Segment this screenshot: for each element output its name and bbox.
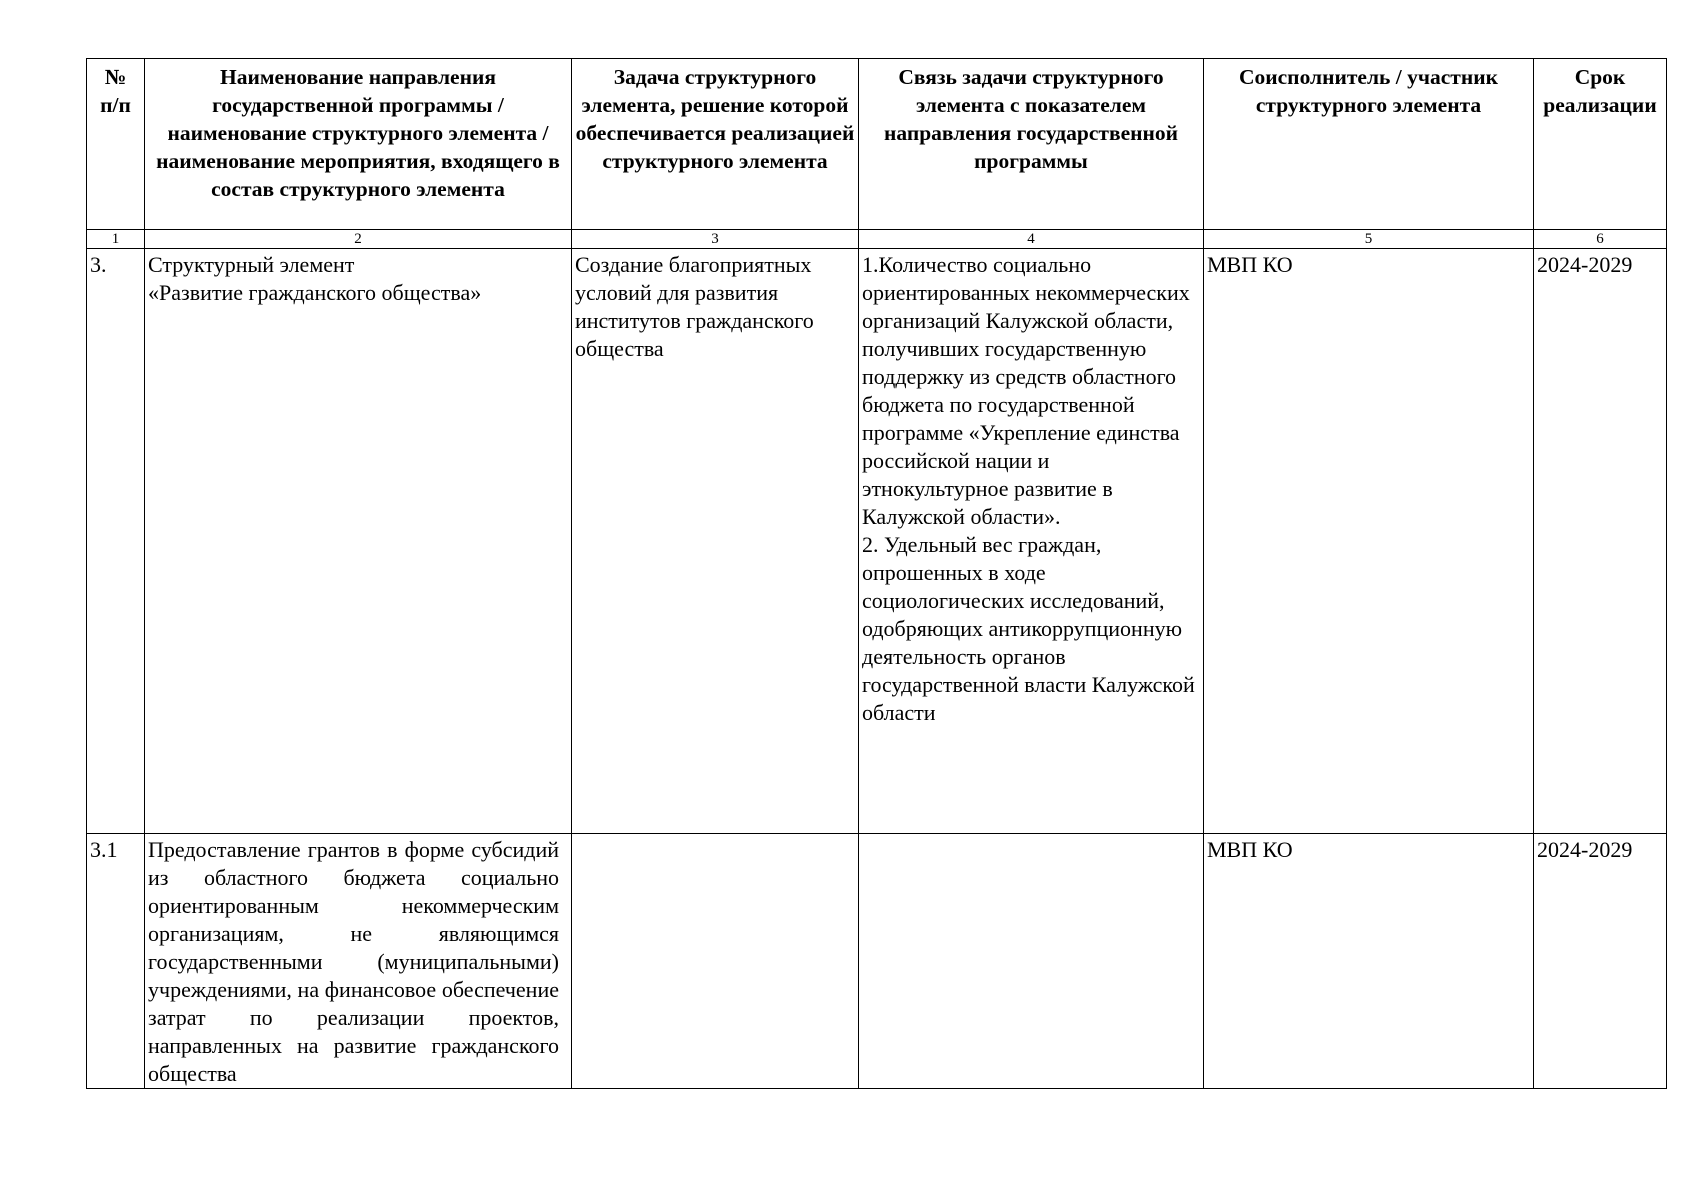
header-executor: Соисполнитель / участник структурного элемента <box>1204 59 1534 230</box>
row-executor: МВП КО <box>1204 834 1534 1089</box>
column-number: 4 <box>859 230 1204 249</box>
row-executor: МВП КО <box>1204 249 1534 834</box>
row-task <box>572 834 859 1089</box>
column-number-row <box>87 230 1667 249</box>
header-period: Срок реализации <box>1534 59 1667 230</box>
row-task: Создание благоприятных условий для развития институтов гражданского общества <box>572 249 859 834</box>
table-row <box>87 249 1667 834</box>
row-name: Предоставление грантов в форме субсидий из областного бюджета социально ориентированным некоммерческим организациям, не являющимся государственными (муниципальными) учреждениями, на финансовое обеспечение затрат по реализации проектов, направленных на развитие гражданского общества <box>145 834 572 1089</box>
column-number: 1 <box>87 230 145 249</box>
row-name: Структурный элемент «Развитие гражданского общества» <box>145 249 572 834</box>
column-number: 5 <box>1204 230 1534 249</box>
header-link: Связь задачи структурного элемента с показателем направления государственной программы <box>859 59 1204 230</box>
column-number: 6 <box>1534 230 1667 249</box>
row-period: 2024-2029 <box>1534 249 1667 834</box>
row-period: 2024-2029 <box>1534 834 1667 1089</box>
header-task: Задача структурного элемента, решение которой обеспечивается реализацией структурного элемента <box>572 59 859 230</box>
column-number: 2 <box>145 230 572 249</box>
row-link: 1.Количество социально ориентированных некоммерческих организаций Калужской области, получивших государственную поддержку из средств областного бюджета по государственной программе «Укрепление единства российской нации и этнокультурное развитие в Калужской области». 2. Удельный вес граждан, опрошенных в ходе социологических исследований, одобряющих антикоррупционную деятельность органов государственной власти Калужской области <box>859 249 1204 834</box>
programme-table <box>86 58 1667 1089</box>
row-number: 3. <box>87 249 145 834</box>
header-name: Наименование направления государственной программы / наименование структурного элемента / наименование мероприятия, входящего в состав структурного элемента <box>145 59 572 230</box>
row-link <box>859 834 1204 1089</box>
table-row <box>87 834 1667 1089</box>
header-row <box>87 59 1667 230</box>
header-number: № п/п <box>87 59 145 230</box>
row-number: 3.1 <box>87 834 145 1089</box>
column-number: 3 <box>572 230 859 249</box>
